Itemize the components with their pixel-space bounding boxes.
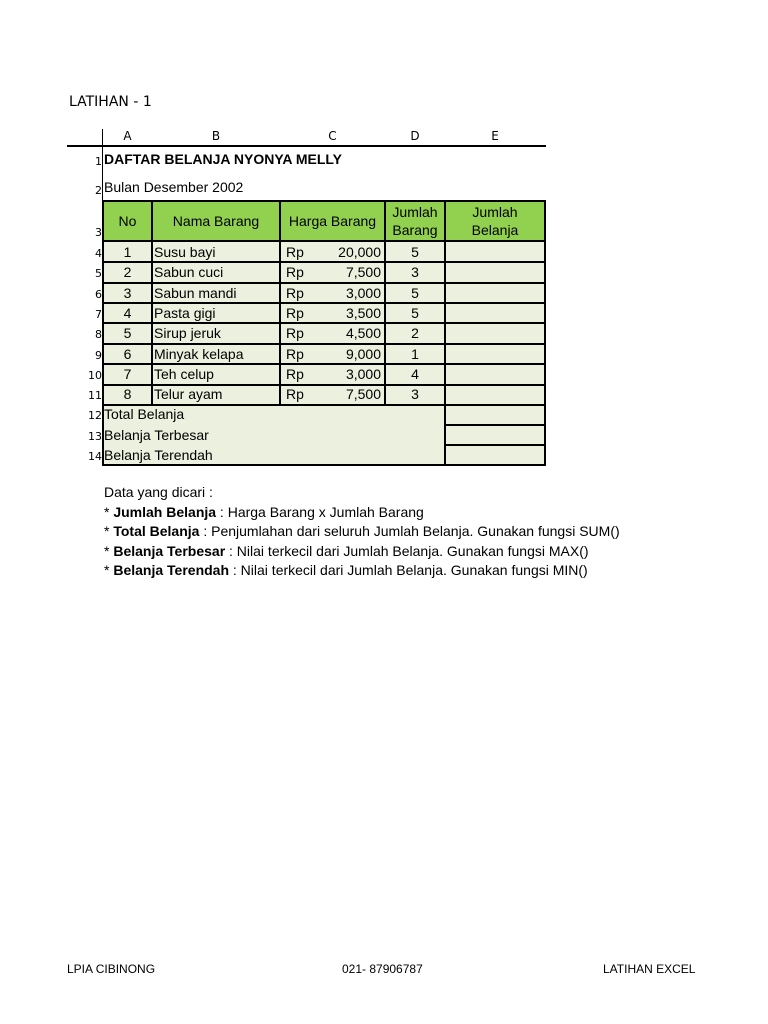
cell-no: 2 — [123, 264, 132, 280]
instruction-item — [104, 503, 620, 523]
cell-jumlah-barang: 5 — [411, 244, 419, 260]
cell-nama-barang: Sabun cuci — [154, 264, 224, 280]
cell-nama-barang: Telur ayam — [154, 386, 223, 402]
cell-harga-barang: 9,000 — [345, 346, 381, 362]
cell-jumlah-barang: 3 — [411, 264, 419, 280]
cell-no: 4 — [123, 305, 132, 321]
table-header-no: No — [118, 213, 137, 229]
instruction-item — [104, 561, 620, 581]
row-number: 7 — [95, 308, 102, 321]
cell-no: 6 — [123, 346, 132, 362]
instruction-item — [104, 522, 620, 542]
instruction-term: Jumlah Belanja — [113, 503, 217, 520]
cell-harga-barang: 7,500 — [345, 386, 381, 402]
cell-currency: Rp — [286, 285, 304, 301]
instruction-text: : Nilai terkecil dari Jumlah Belanja. Gunakan fungsi MAX() — [225, 542, 589, 559]
cell-nama-barang: Teh celup — [154, 366, 214, 382]
instruction-text: : Penjumlahan dari seluruh Jumlah Belanja. Gunakan fungsi SUM() — [199, 523, 620, 539]
column-header-e: E — [491, 129, 499, 143]
row-number: 14 — [88, 450, 102, 463]
summary-total-label: Total Belanja — [104, 406, 185, 422]
cell-currency: Rp — [286, 244, 304, 260]
cell-jumlah-barang: 4 — [411, 366, 419, 382]
instruction-text: : Harga Barang x Jumlah Barang — [216, 503, 424, 520]
sheet-subtitle: Bulan Desember 2002 — [104, 179, 244, 195]
cell-nama-barang: Minyak kelapa — [154, 346, 244, 362]
cell-no: 1 — [123, 244, 132, 260]
row-number: 2 — [95, 184, 102, 197]
row-number: 8 — [95, 328, 102, 341]
instruction-term: Belanja Terbesar — [113, 542, 226, 559]
table-header-jumlah-barang-line2: Barang — [392, 222, 438, 238]
cell-nama-barang: Susu bayi — [154, 244, 216, 260]
column-header-a: A — [123, 129, 132, 143]
cell-jumlah-barang: 3 — [411, 386, 419, 402]
row-number: 12 — [88, 409, 102, 422]
cell-no: 3 — [123, 285, 132, 301]
row-number: 10 — [88, 369, 102, 382]
footer-center: 021- 87906787 — [342, 962, 423, 976]
instruction-term: Belanja Terendah — [113, 562, 230, 578]
cell-currency: Rp — [286, 264, 304, 280]
instruction-bullet: * — [104, 523, 114, 539]
row-number: 3 — [95, 226, 102, 239]
row-number: 11 — [88, 389, 102, 402]
page-heading: LATIHAN - 1 — [69, 94, 152, 110]
sheet-title: DAFTAR BELANJA NYONYA MELLY — [104, 151, 343, 167]
instruction-item — [104, 542, 620, 562]
cell-jumlah-barang: 2 — [411, 325, 419, 341]
table-header-nama-barang: Nama Barang — [172, 213, 260, 229]
instruction-text: : Nilai terkecil dari Jumlah Belanja. Gunakan fungsi MIN() — [229, 562, 588, 578]
cell-harga-barang: 7,500 — [345, 264, 381, 280]
instruction-bullet: * — [104, 503, 114, 520]
cell-nama-barang: Pasta gigi — [154, 305, 216, 321]
summary-min-label: Belanja Terendah — [104, 447, 213, 463]
instructions-intro: Data yang dicari : — [104, 484, 213, 500]
cell-no: 7 — [123, 366, 132, 382]
row-number: 5 — [95, 267, 102, 280]
cell-harga-barang: 3,000 — [345, 285, 381, 301]
cell-harga-barang: 4,500 — [345, 325, 381, 341]
cell-currency: Rp — [286, 305, 304, 321]
summary-max-label: Belanja Terbesar — [104, 427, 209, 443]
instructions-block — [104, 483, 620, 581]
table-header-jumlah-barang-line1: Jumlah — [392, 204, 438, 220]
cell-nama-barang: Sirup jeruk — [154, 325, 221, 341]
instruction-term: Total Belanja — [113, 523, 200, 539]
footer-right: LATIHAN EXCEL — [603, 962, 696, 976]
cell-currency: Rp — [286, 346, 304, 362]
table-header-jumlah-belanja-line1: Jumlah — [472, 204, 518, 220]
instruction-bullet: * — [104, 562, 114, 578]
cell-jumlah-barang: 5 — [411, 285, 419, 301]
instruction-bullet: * — [104, 542, 114, 559]
column-header-divider — [67, 145, 546, 147]
cell-harga-barang: 3,500 — [345, 305, 381, 321]
cell-nama-barang: Sabun mandi — [154, 285, 237, 301]
cell-jumlah-barang: 1 — [411, 346, 419, 362]
cell-no: 5 — [123, 325, 132, 341]
table-header-harga-barang: Harga Barang — [288, 213, 377, 229]
row-number: 4 — [95, 247, 102, 260]
table-header-jumlah-belanja-line2: Belanja — [471, 222, 519, 238]
cell-harga-barang: 20,000 — [338, 244, 381, 260]
column-header-b: B — [211, 129, 221, 143]
row-number: 1 — [95, 155, 102, 168]
row-number: 13 — [88, 430, 102, 443]
cell-no: 8 — [123, 386, 132, 402]
cell-currency: Rp — [286, 325, 304, 341]
column-header-d: D — [410, 129, 420, 143]
row-number: 6 — [95, 288, 102, 301]
column-header-c: C — [328, 129, 337, 143]
cell-harga-barang: 3,000 — [345, 366, 381, 382]
footer-left: LPIA CIBINONG — [67, 962, 156, 976]
row-number: 9 — [95, 349, 102, 362]
cell-jumlah-barang: 5 — [411, 305, 419, 321]
cell-currency: Rp — [286, 366, 304, 382]
cell-currency: Rp — [286, 386, 304, 402]
